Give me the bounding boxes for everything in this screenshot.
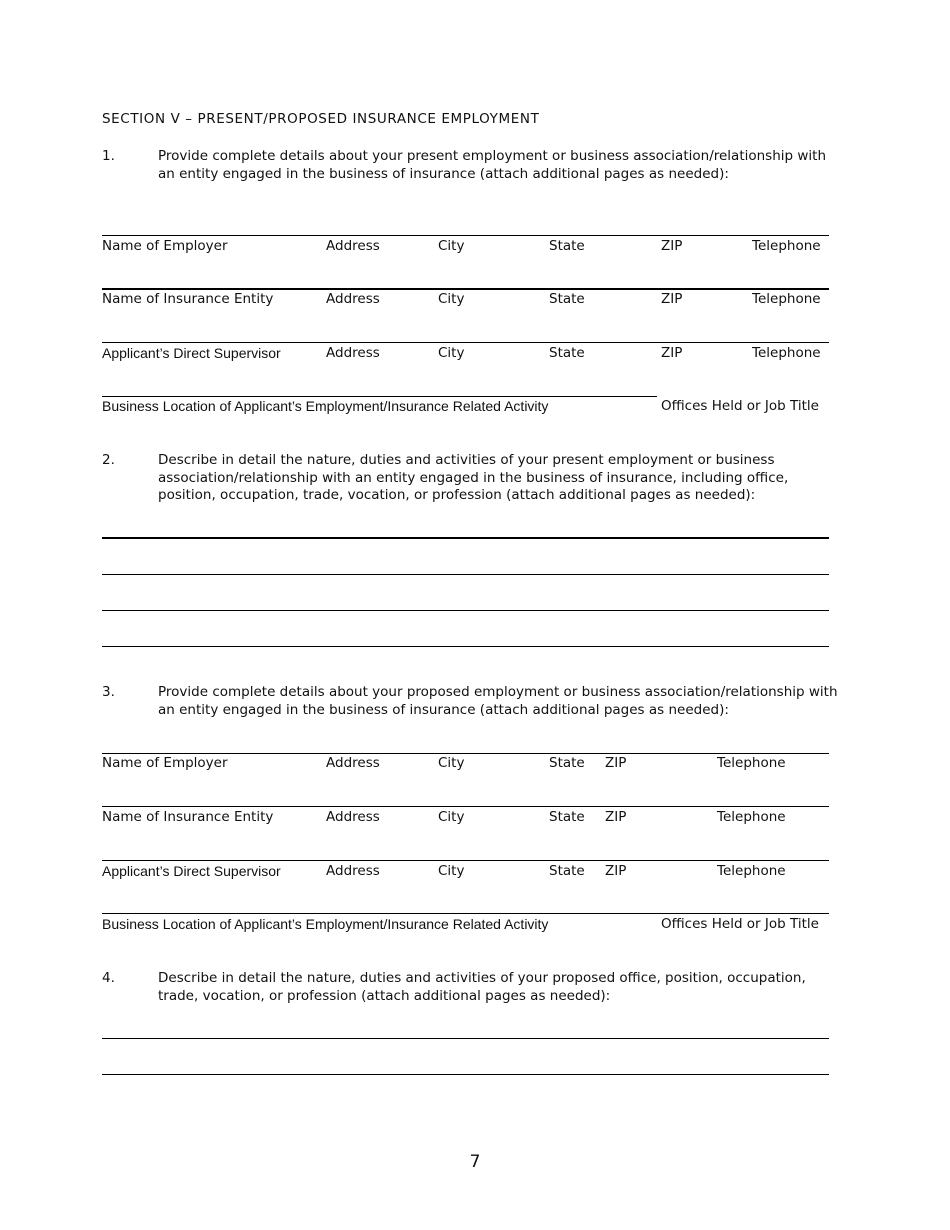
q3-employer-state-label: State (549, 755, 585, 771)
q3-supervisor-telephone-label: Telephone (717, 863, 786, 879)
q1-text (158, 148, 826, 183)
q4-answer-line-1[interactable] (102, 1038, 829, 1039)
q4-line1: Describe in detail the nature, duties and activities of your proposed office, position, occupation, (158, 970, 806, 986)
section-title: SECTION V – PRESENT/PROPOSED INSURANCE EMPLOYMENT (102, 111, 540, 127)
q3-offices-held-label: Offices Held or Job Title (661, 916, 819, 932)
q3-number: 3. (102, 684, 115, 700)
q3-entity-state-label: State (549, 809, 585, 825)
q1-number: 1. (102, 148, 115, 164)
q3-entity-name-label: Name of Insurance Entity (102, 809, 274, 825)
q3-text (158, 684, 838, 719)
q3-entity-address-label: Address (326, 809, 380, 825)
q2-answer-line-4[interactable] (102, 646, 829, 647)
q1-employer-zip-label: ZIP (661, 238, 683, 254)
q1-employer-state-label: State (549, 238, 585, 254)
q1-offices-held-label: Offices Held or Job Title (661, 398, 819, 414)
q4-number: 4. (102, 970, 115, 986)
q3-supervisor-name-label: Applicant’s Direct Supervisor (102, 863, 281, 879)
q1-supervisor-name-label: Applicant’s Direct Supervisor (102, 345, 281, 361)
q3-employer-city-label: City (438, 755, 465, 771)
q1-employer-name-label: Name of Employer (102, 238, 228, 254)
q1-employer-line[interactable] (102, 235, 829, 236)
q3-supervisor-address-label: Address (326, 863, 380, 879)
q4-line2: trade, vocation, or profession (attach additional pages as needed): (158, 987, 611, 1004)
q1-entity-state-label: State (549, 291, 585, 307)
q2-line1: Describe in detail the nature, duties and activities of your present employment or business (158, 452, 775, 468)
q3-line2: an entity engaged in the business of insurance (attach additional pages as needed): (158, 701, 729, 718)
q1-entity-line[interactable] (102, 288, 829, 290)
q1-supervisor-city-label: City (438, 345, 465, 361)
q1-employer-telephone-label: Telephone (752, 238, 821, 254)
q3-employer-name-label: Name of Employer (102, 755, 228, 771)
q2-line3: position, occupation, trade, vocation, or profession (attach additional pages as needed): (158, 487, 756, 503)
q4-answer-line-2[interactable] (102, 1074, 829, 1075)
q1-entity-city-label: City (438, 291, 465, 307)
q1-entity-telephone-label: Telephone (752, 291, 821, 307)
q3-business-location-line[interactable] (102, 913, 829, 914)
q3-employer-address-label: Address (326, 755, 380, 771)
q3-supervisor-state-label: State (549, 863, 585, 879)
q1-line2: an entity engaged in the business of insurance (attach additional pages as needed): (158, 165, 729, 182)
q1-entity-name-label: Name of Insurance Entity (102, 291, 274, 307)
q2-number: 2. (102, 452, 115, 468)
q3-entity-city-label: City (438, 809, 465, 825)
q1-business-location-label: Business Location of Applicant’s Employment/Insurance Related Activity (102, 398, 549, 414)
q1-supervisor-address-label: Address (326, 345, 380, 361)
q3-line1: Provide complete details about your proposed employment or business association/relationship with (158, 684, 838, 700)
q1-business-location-line[interactable] (102, 396, 657, 397)
q4-text (158, 970, 806, 1005)
q3-supervisor-city-label: City (438, 863, 465, 879)
q3-employer-zip-label: ZIP (605, 755, 627, 771)
q1-supervisor-line[interactable] (102, 342, 829, 343)
q1-entity-address-label: Address (326, 291, 380, 307)
q2-line2: association/relationship with an entity engaged in the business of insurance, including office, (158, 469, 789, 486)
q3-entity-zip-label: ZIP (605, 809, 627, 825)
q1-supervisor-telephone-label: Telephone (752, 345, 821, 361)
q2-answer-line-2[interactable] (102, 574, 829, 575)
q2-text (158, 452, 788, 505)
q2-answer-line-3[interactable] (102, 610, 829, 611)
q3-supervisor-zip-label: ZIP (605, 863, 627, 879)
q3-employer-line[interactable] (102, 753, 829, 754)
page-number: 7 (469, 1152, 481, 1172)
q3-business-location-label: Business Location of Applicant’s Employment/Insurance Related Activity (102, 916, 549, 932)
q3-entity-line[interactable] (102, 806, 829, 807)
q1-employer-city-label: City (438, 238, 465, 254)
q3-employer-telephone-label: Telephone (717, 755, 786, 771)
q1-entity-zip-label: ZIP (661, 291, 683, 307)
q1-line1: Provide complete details about your present employment or business association/relationship with (158, 148, 827, 164)
q1-supervisor-state-label: State (549, 345, 585, 361)
q2-answer-line-1[interactable] (102, 537, 829, 539)
q1-employer-address-label: Address (326, 238, 380, 254)
q3-entity-telephone-label: Telephone (717, 809, 786, 825)
q3-supervisor-line[interactable] (102, 860, 829, 861)
q1-supervisor-zip-label: ZIP (661, 345, 683, 361)
